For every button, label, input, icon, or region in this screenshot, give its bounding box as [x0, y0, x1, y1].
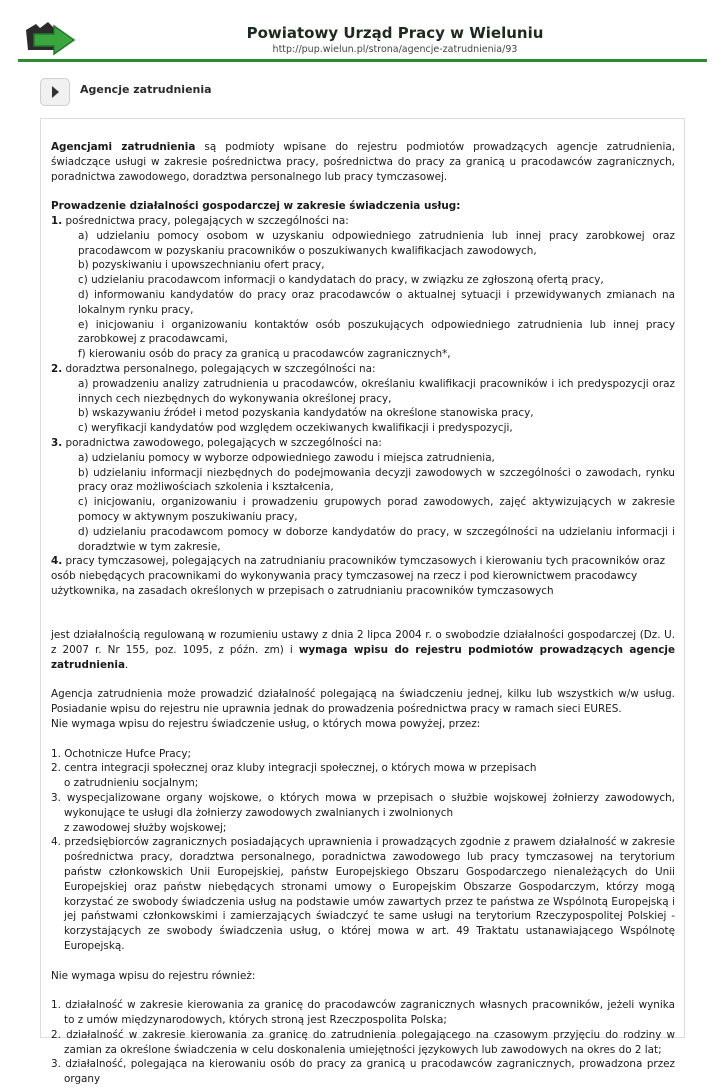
intro-text: są podmioty wpisane do rejestru podmiotów prowadzących agencje zatrudnienia, świadczące usługi w zakresie pośrednictwa pracy, pośrednictwa do pracy za granicą u pracodawców zagranicznych, poradnictwa zawodowego, doradztwa personalnego lub pracy tymczasowej.	[51, 141, 675, 183]
list-item: a) udzielaniu pomocy osobom w uzyskaniu odpowiedniego zatrudnienia lub innej pracy zarobkowej oraz pracodawcom w pozyskaniu pracowników o poszukiwanych kwalifikacjach zawodowych,	[78, 229, 675, 257]
site-title: Powiatowy Urząd Pracy w Wieluniu	[246, 24, 544, 42]
list-item: 2. centra integracji społecznej oraz kluby integracji społecznej, o których mowa w przepisach o zatrudnieniu socjalnym;	[51, 762, 537, 790]
regulation-paragraph: jest działalnością regulowaną w rozumieniu ustawy z dnia 2 lipca 2004 r. o swobodzie działalności gospodarczej (Dz. U. z 2007 r. Nr 155, poz. 1095, z późn. zm) i wymaga wpisu do rejestru podmiotów prowadzących agencje zatrudnienia.	[51, 629, 675, 671]
list-item: f) kierowaniu osób do pracy za granicą u pracodawców zagranicznych*,	[78, 348, 451, 361]
also-exempt-list	[51, 998, 675, 1087]
article-content	[40, 118, 685, 1086]
list-item: 2. działalność w zakresie kierowania za granicę do zatrudnienia polegającego na czasowym przyjęciu do rodziny w zamian za określone świadczenia w celu doskonalenia umiejętności językowych lub zawodowych na okres do 2 lat;	[51, 1028, 675, 1056]
list-item: 4. przedsiębiorców zagranicznych posiadających uprawnienia i prowadzących zgodnie z prawem działalność w zakresie pośrednictwa pracy, doradztwa personalnego, poradnictwa zawodowego lub pracy tymczasowej na terytorium państw członkowskich Unii Europejskiej, państw Europejskiego Obszaru Gospodarczego nienależących do Unii Europejskiej oraz państw niebędących stronami umowy o Europejskim Obszarze Gospodarczym, którzy mogą korzystać ze swobody świadczenia usług na podstawie umów zawartych przez te państwa ze Wspólnotą Europejską i jej państwami członkowskimi i zamierzających świadczyć te same usługi na terytorium Rzeczypospolitej Polskiej - korzystających ze swobody świadczenia usług, o której mowa w art. 49 Traktatu ustanawiającego Wspólnotę Europejską.	[51, 836, 675, 953]
list-item: c) inicjowaniu, organizowaniu i prowadzeniu grupowych porad zawodowych, zajęć aktywizujących w zakresie pomocy w aktywnym poszukiwaniu pracy,	[78, 496, 675, 523]
intro-paragraph	[51, 140, 675, 184]
intro-lead: Agencjami zatrudnienia	[51, 141, 196, 153]
list-item: c) udzielaniu pracodawcom informacji o kandydatach do pracy, w związku ze zgłoszoną ofertą pracy,	[78, 274, 604, 287]
list-item: d) udzielaniu pracodawcom pomocy w doborze kandydatów do pracy, w szczególności na udzielaniu informacji i doradztwie w tym zakresie,	[78, 525, 675, 553]
activity-item-3: 3. poradnictwa zawodowego, polegających w szczególności na: a) udzielaniu pomocy w wyborze odpowiedniego zawodu i miejsca zatrudnienia, b) udzielaniu informacji niezbędnych do podejmowania decyzji zawodowych w szczególności o zawodach, rynku pracy oraz możliwościach szkolenia i kształcenia, c) inicjowaniu, organizowaniu i prowadzeniu grupowych porad zawodowych, zajęć aktywizujących w zakresie pomocy w aktywnym poszukiwaniu pracy, d) udzielaniu pracodawcom pomocy w doborze kandydatów do pracy, w szczególności na udzielaniu informacji i doradztwie w tym zakresie,	[51, 436, 675, 553]
exempt-intro: Nie wymaga wpisu do rejestru świadczenie usług, o których mowa powyżej, przez:	[51, 718, 481, 731]
header-divider	[18, 59, 707, 62]
list-item: d) informowaniu kandydatów do pracy oraz pracodawców o aktualnej sytuacji i przewidywanych zmianach na lokalnym rynku pracy,	[78, 288, 675, 316]
section-icon-box	[40, 78, 70, 106]
eures-paragraph: Agencja zatrudnienia może prowadzić działalność polegającą na świadczeniu jednej, kilku lub wszystkich w/w usług. Posiadanie wpisu do rejestru nie uprawnia jednak do prowadzenia pośrednictwa pracy w ramach sieci EURES.	[51, 688, 675, 716]
list-item: 3. działalność, polegająca na kierowaniu osób do pracy za granicą u pracodawców zagranicznych, prowadzona przez organy	[51, 1058, 675, 1086]
list-item: a) prowadzeniu analizy zatrudnienia u pracodawców, określaniu kwalifikacji pracowników i ich predyspozycji oraz innych cech niezbędnych do wykonywania określonej pracy,	[78, 377, 675, 405]
list-item: b) wskazywaniu źródeł i metod pozyskania kandydatów na określone stanowiska pracy,	[78, 407, 534, 420]
list-item: e) inicjowaniu i organizowaniu kontaktów osób poszukujących odpowiedniego zatrudnienia lub innej pracy zarobkowej z pracodawcami,	[78, 318, 675, 346]
exempt-list	[51, 747, 675, 954]
activity-item-1: 1. pośrednictwa pracy, polegających w szczególności na: a) udzielaniu pomocy osobom w uzyskaniu odpowiedniego zatrudnienia lub innej pracy zarobkowej oraz pracodawcom w pozyskaniu pracowników o poszukiwanych kwalifikacjach zawodowych, b) pozyskiwaniu i upowszechnianiu ofert pracy, c) udzielaniu pracodawcom informacji o kandydatach do pracy, w związku ze zgłoszoną ofertą pracy, d) informowaniu kandydatów do pracy oraz pracodawców o aktualnej sytuacji i przewidywanych zmianach na lokalnym rynku pracy, e) inicjowaniu i organizowaniu kontaktów osób poszukujących odpowiedniego zatrudnienia lub innej pracy zarobkowej z pracodawcami, f) kierowaniu osób do pracy za granicą u pracodawców zagranicznych*,	[51, 214, 675, 361]
site-url[interactable]: http://pup.wielun.pl/strona/agencje-zatrudnienia/93	[272, 44, 518, 55]
list-item: 1. działalność w zakresie kierowania za granicę do pracodawców zagranicznych własnych pracowników, jeżeli wynika to z umów międzynarodowych, których stroną jest Rzeczpospolita Polska;	[51, 999, 675, 1027]
activity-item-4: 4. pracy tymczasowej, polegających na zatrudnianiu pracowników tymczasowych i kierowaniu tych pracowników oraz osób niebędących pracownikami do wykonywania pracy tymczasowej na rzecz i pod kierownictwem pracodawcy użytkownika, na zasadach określonych w przepisach o zatrudnianiu pracowników tymczasowych	[51, 555, 666, 597]
activity-item-2: 2. doradztwa personalnego, polegających w szczególności na: a) prowadzeniu analizy zatrudnienia u pracodawców, określaniu kwalifikacji pracowników i ich predyspozycji oraz innych cech niezbędnych do wykonywania określonej pracy, b) wskazywaniu źródeł i metod pozyskania kandydatów na określone stanowiska pracy, c) weryfikacji kandydatów pod względem oczekiwanych kwalifikacji i predyspozycji,	[51, 362, 675, 435]
list-item: 1. Ochotnicze Hufce Pracy;	[51, 747, 192, 760]
activities-heading: Prowadzenie działalności gospodarczej w zakresie świadczenia usług:	[51, 200, 461, 213]
list-item: b) pozyskiwaniu i upowszechnianiu ofert pracy,	[78, 259, 325, 272]
arrow-right-icon	[41, 79, 69, 105]
page-header	[0, 0, 725, 62]
list-item: a) udzielaniu pomocy w wyborze odpowiedniego zawodu i miejsca zatrudnienia,	[78, 451, 495, 464]
page-title: Agencje zatrudnienia	[80, 83, 212, 96]
list-item: c) weryfikacji kandydatów pod względem oczekiwanych kwalifikacji i predyspozycji,	[78, 422, 513, 435]
also-exempt-heading: Nie wymaga wpisu do rejestru również:	[51, 969, 256, 982]
logo-arrow-icon	[24, 20, 76, 56]
list-item: 3. wyspecjalizowane organy wojskowe, o których mowa w przepisach o służbie wojskowej żołnierzy zawodowych, wykonujące te usługi dla żołnierzy zawodowych zwalnianych i zwolnionych z zawodowej służby wojskowej;	[51, 792, 675, 834]
list-item: b) udzielaniu informacji niezbędnych do podejmowania decyzji zawodowych w szczególności o zawodach, rynku pracy oraz możliwościach szkolenia i kształcenia,	[78, 466, 675, 494]
